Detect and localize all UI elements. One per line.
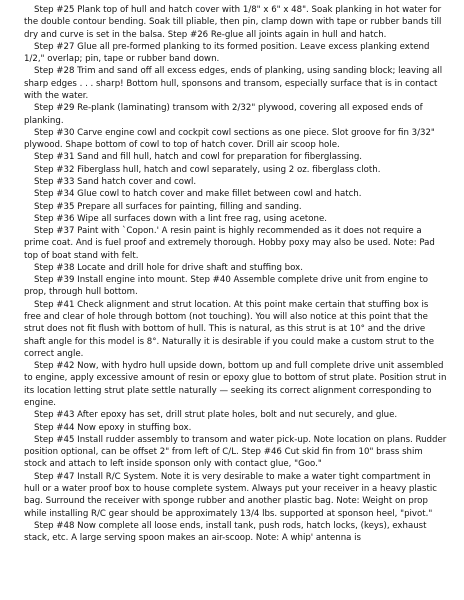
step-45-paragraph: Step #45 Install rudder assembly to transom and water pick-up. Note location on plans. Rudder position optional, can be offset 2" from left of C/L. Step #46 Cut skid fin from 10" brass shim stock and attach to left inside sponson only with contact glue, "Goo." (24, 434, 447, 470)
step-27-paragraph: Step #27 Glue all pre-formed planking to its formed position. Leave excess planking extend 1/2," overlap; pin, tape or rubber band down. (24, 41, 430, 65)
step-33-paragraph: Step #33 Sand hatch cover and cowl. (34, 176, 197, 187)
step-31-paragraph: Step #31 Sand and fill hull, hatch and cowl for preparation for fiberglassing. (34, 152, 363, 163)
step-32-paragraph: Step #32 Fiberglass hull, hatch and cowl separately, using 2 oz. fiberglass cloth. (34, 164, 381, 175)
step-39-paragraph: Step #39 Install engine into mount. Step #40 Assemble complete drive unit from engine to prop, through hull bottom. (24, 275, 429, 298)
step-30-paragraph: Step #30 Carve engine cowl and cockpit cowl sections as one piece. Slot groove for fin 3/32" plywood. Shape bottom of cowl to top of hatch cover. Drill air scoop hole. (24, 127, 435, 151)
step-41-paragraph: Step #41 Check alignment and strut location. At this point make certain that stuffing box is free and clear of hole through bottom (not touching). You will also notice at this point that the strut does not fit flush with bottom of hull. This is natural, as this strut is at 10° and the drive shaft angle for this model is 8°. Naturally it is desirable if you could make a custom strut to the correct angle. (24, 299, 435, 359)
step-29-paragraph: Step #29 Re-plank (laminating) transom with 2/32" plywood, covering all exposed ends of planking. (24, 103, 423, 126)
step-44-paragraph: Step #44 Now epoxy in stuffing box. (34, 422, 192, 433)
step-34-paragraph: Step #34 Glue cowl to hatch cover and make fillet between cowl and hatch. (34, 189, 362, 200)
step-38-paragraph: Step #38 Locate and drill hole for drive shaft and stuffing box. (34, 262, 303, 273)
step-35-paragraph: Step #35 Prepare all surfaces for painting, filling and sanding. (34, 201, 302, 212)
step-25-paragraph: Step #25 Plank top of hull and hatch cover with 1/8" x 6" x 48". Soak planking in hot water for the double contour bending. Soak till pliable, then pin, clamp down with tape or rubber bands till dry and curve is set in the balsa. Step #26 Re-glue all joints again in hull and hatch. (24, 5, 442, 40)
step-37-paragraph: Step #37 Paint with `Copon.' A resin paint is highly recommended as it does not require a prime coat. And is fuel proof and extremely thorough. Hobby poxy may also be used. Note: Pad top of boat stand with felt. (24, 226, 435, 261)
step-36-paragraph: Step #36 Wipe all surfaces down with a lint free rag, using acetone. (34, 213, 327, 224)
step-28-paragraph: Step #28 Trim and sand off all excess edges, ends of planking, using sanding block; leaving all sharp edges . . . sharp! Bottom hull, sponsons and transom, especially surface that is in contact with the water. (24, 66, 443, 101)
step-47-paragraph: Step #47 Install R/C System. Note it is very desirable to make a water tight compartment in hull or a water proof box to house complete system. Always put your receiver in a heavy plastic bag. Surround the receiver with sponge rubber and another plastic bag. Note: Weight on prop while installing R/C gear should be approximately 13/4 lbs. supported at sponson heel, "pivot." (24, 471, 438, 519)
step-43-paragraph: Step #43 After epoxy has set, drill strut plate holes, bolt and nut securely, and glue. (34, 410, 398, 421)
step-42-paragraph: Step #42 Now, with hydro hull upside down, bottom up and full complete drive unit assembled to engine, apply excessive amount of resin or epoxy glue to bottom of strut plate. Position strut in its location letting strut plate settle naturally — seeking its correct alignment corresponding to engine. (24, 361, 447, 408)
step-48-paragraph: Step #48 Now complete all loose ends, install tank, push rods, hatch locks, (keys), exhaust stack, etc. A large serving spoon makes an air-scoop. Note: A whip' antenna is (24, 520, 427, 544)
